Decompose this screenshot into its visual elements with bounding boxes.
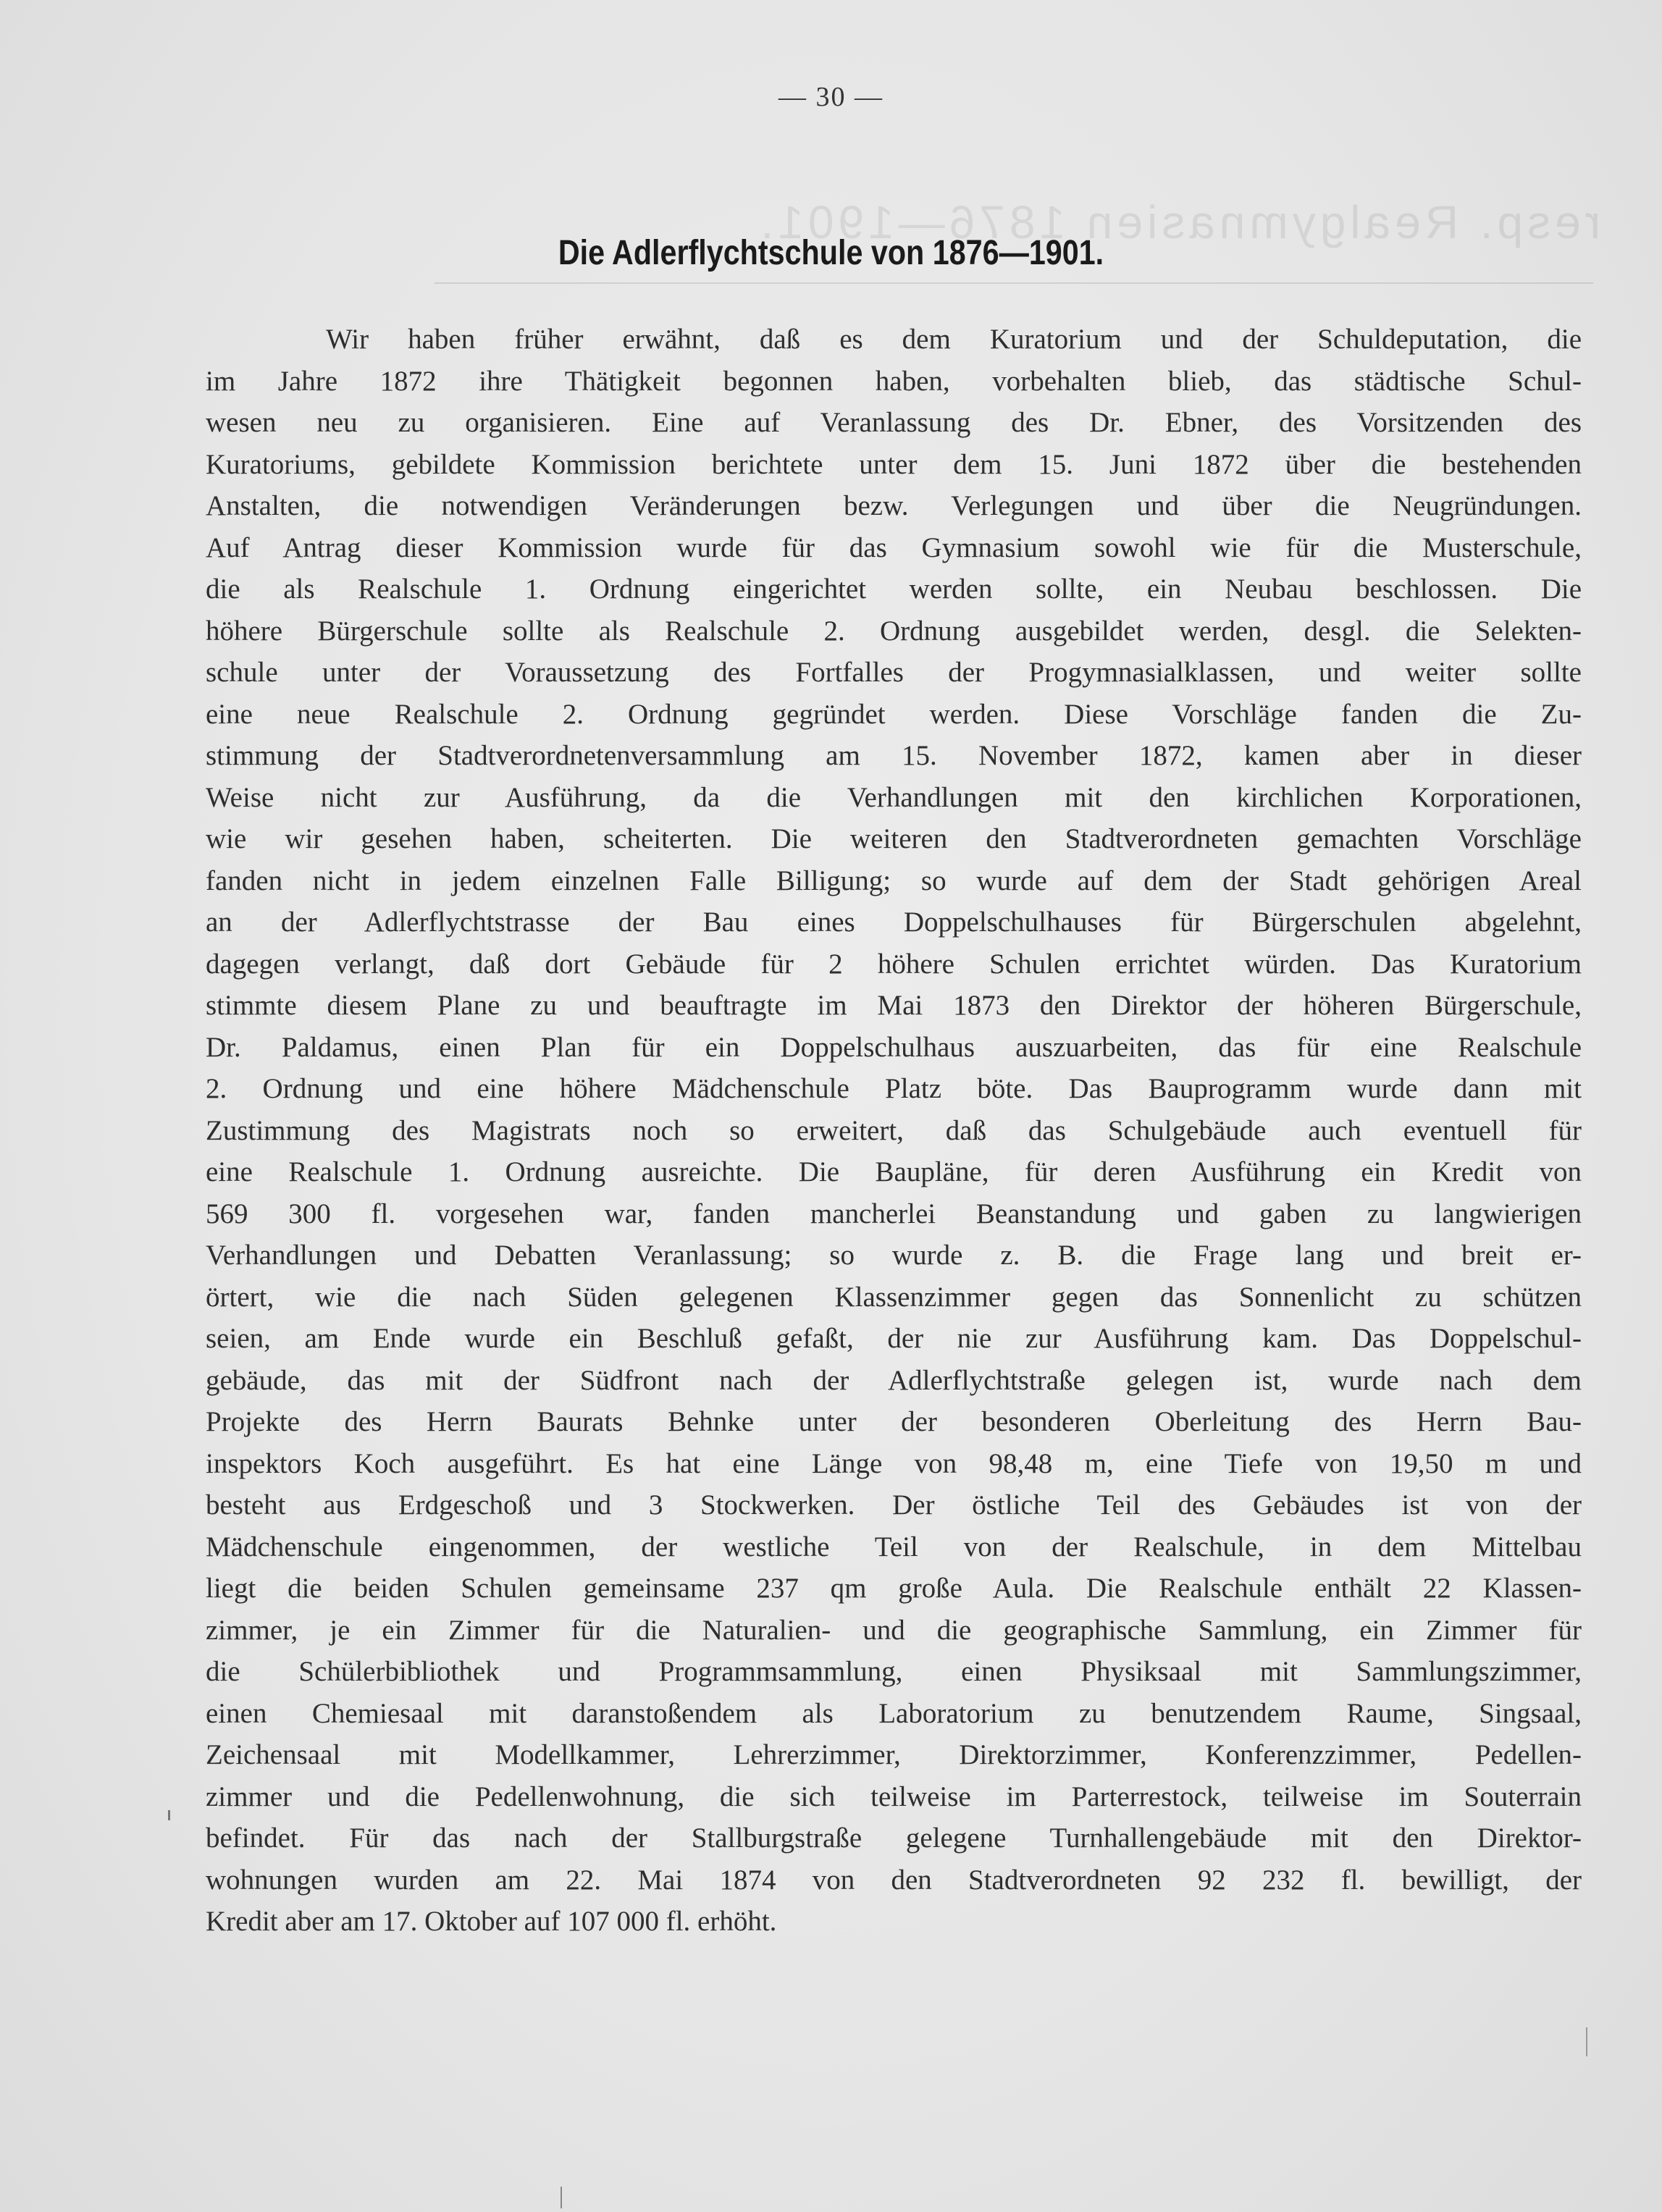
text-line: besteht aus Erdgeschoß und 3 Stockwerken. Der östliche Teil des Gebäudes ist von der [206, 1489, 1582, 1521]
scan-mark [168, 1810, 170, 1820]
bleed-through-text: resp. Realgymnasien 1876—1901. [756, 196, 1600, 248]
text-line: befindet. Für das nach der Stallburgstraße gelegene Turnhallengebäude mit den Direktor- [206, 1822, 1582, 1854]
text-line: wie wir gesehen haben, scheiterten. Die weiteren den Stadtverordneten gemachten Vorschläge [206, 823, 1582, 854]
scan-mark [561, 2187, 562, 2208]
text-line: schule unter der Voraussetzung des Fortfalles der Progymnasialklassen, und weiter sollte [206, 657, 1582, 688]
text-line: örtert, wie die nach Süden gelegenen Klassenzimmer gegen das Sonnenlicht zu schützen [206, 1281, 1582, 1313]
text-line: zimmer, je ein Zimmer für die Naturalien- und die geographische Sammlung, ein Zimmer für [206, 1614, 1582, 1646]
text-line: höhere Bürgerschule sollte als Realschule 2. Ordnung ausgebildet werden, desgl. die Selekten- [206, 615, 1582, 647]
text-line: im Jahre 1872 ihre Thätigkeit begonnen haben, vorbehalten blieb, das städtische Schul- [206, 365, 1582, 397]
body-text [206, 319, 1582, 1943]
text-line: Kredit aber am 17. Oktober auf 107 000 fl. erhöht. [206, 1906, 777, 1937]
text-line: liegt die beiden Schulen gemeinsame 237 qm große Aula. Die Realschule enthält 22 Klassen- [206, 1573, 1582, 1604]
text-line: fanden nicht in jedem einzelnen Falle Billigung; so wurde auf dem der Stadt gehörigen Areal [206, 865, 1582, 896]
text-line: Weise nicht zur Ausführung, da die Verhandlungen mit den kirchlichen Korporationen, [206, 781, 1582, 813]
text-line: Projekte des Herrn Baurats Behnke unter der besonderen Oberleitung des Herrn Bau- [206, 1406, 1582, 1437]
text-line: 2. Ordnung und eine höhere Mädchenschule Platz böte. Das Bauprogramm wurde dann mit [206, 1073, 1582, 1104]
text-line: eine Realschule 1. Ordnung ausreichte. Die Baupläne, für deren Ausführung ein Kredit von [206, 1156, 1582, 1187]
text-line: Anstalten, die notwendigen Veränderungen bezw. Verlegungen und über die Neugründungen. [206, 490, 1582, 521]
scan-mark [1586, 2027, 1587, 2056]
text-line: Mädchenschule eingenommen, der westliche Teil von der Realschule, in dem Mittelbau [206, 1531, 1582, 1563]
text-line: an der Adlerflychtstrasse der Bau eines Doppelschulhauses für Bürgerschulen abgelehnt, [206, 907, 1582, 938]
text-line: Verhandlungen und Debatten Veranlassung; so wurde z. B. die Frage lang und breit er- [206, 1240, 1582, 1271]
text-line: inspektors Koch ausgeführt. Es hat eine Länge von 98,48 m, eine Tiefe von 19,50 m und [206, 1447, 1582, 1479]
text-line: Kuratoriums, gebildete Kommission berichtete unter dem 15. Juni 1872 über die bestehenden [206, 448, 1582, 480]
text-line: stimmung der Stadtverordnetenversammlung am 15. November 1872, kamen aber in dieser [206, 740, 1582, 771]
text-line: Wir haben früher erwähnt, daß es dem Kuratorium und der Schuldeputation, die [326, 324, 1582, 355]
page-number: — 30 — [778, 82, 884, 112]
text-line: die als Realschule 1. Ordnung eingerichtet werden sollte, ein Neubau beschlossen. Die [206, 573, 1582, 605]
text-line: eine neue Realschule 2. Ordnung gegründet werden. Diese Vorschläge fanden die Zu- [206, 698, 1582, 730]
text-line: die Schülerbibliothek und Programmsammlung, einen Physiksaal mit Sammlungszimmer, [206, 1656, 1582, 1687]
text-line: wohnungen wurden am 22. Mai 1874 von den Stadtverordneten 92 232 fl. bewilligt, der [206, 1864, 1582, 1896]
text-line: Auf Antrag dieser Kommission wurde für das Gymnasium sowohl wie für die Musterschule, [206, 531, 1582, 563]
text-line: 569 300 fl. vorgesehen war, fanden mancherlei Beanstandung und gaben zu langwierigen [206, 1198, 1582, 1229]
text-line: gebäude, das mit der Südfront nach der Adlerflychtstraße gelegen ist, wurde nach dem [206, 1364, 1582, 1396]
text-line: Zeichensaal mit Modellkammer, Lehrerzimmer, Direktorzimmer, Konferenzzimmer, Pedellen- [206, 1739, 1582, 1770]
text-line: Dr. Paldamus, einen Plan für ein Doppelschulhaus auszuarbeiten, das für eine Realschule [206, 1031, 1582, 1063]
title-rule [435, 282, 1593, 284]
section-title: Die Adlerflychtschule von 1876—1901. [558, 234, 1104, 272]
text-line: stimmte diesem Plane zu und beauftragte im Mai 1873 den Direktor der höheren Bürgerschule, [206, 990, 1582, 1021]
text-line: seien, am Ende wurde ein Beschluß gefaßt, der nie zur Ausführung kam. Das Doppelschul- [206, 1323, 1582, 1354]
text-line: wesen neu zu organisieren. Eine auf Veranlassung des Dr. Ebner, des Vorsitzenden des [206, 407, 1582, 438]
text-line: Zustimmung des Magistrats noch so erweitert, daß das Schulgebäude auch eventuell für [206, 1114, 1582, 1146]
text-line: einen Chemiesaal mit daranstoßendem als Laboratorium zu benutzendem Raume, Singsaal, [206, 1697, 1582, 1729]
text-line: dagegen verlangt, daß dort Gebäude für 2 höhere Schulen errichtet würden. Das Kuratorium [206, 948, 1582, 980]
text-line: zimmer und die Pedellenwohnung, die sich teilweise im Parterrestock, teilweise im Souterrain [206, 1780, 1582, 1812]
